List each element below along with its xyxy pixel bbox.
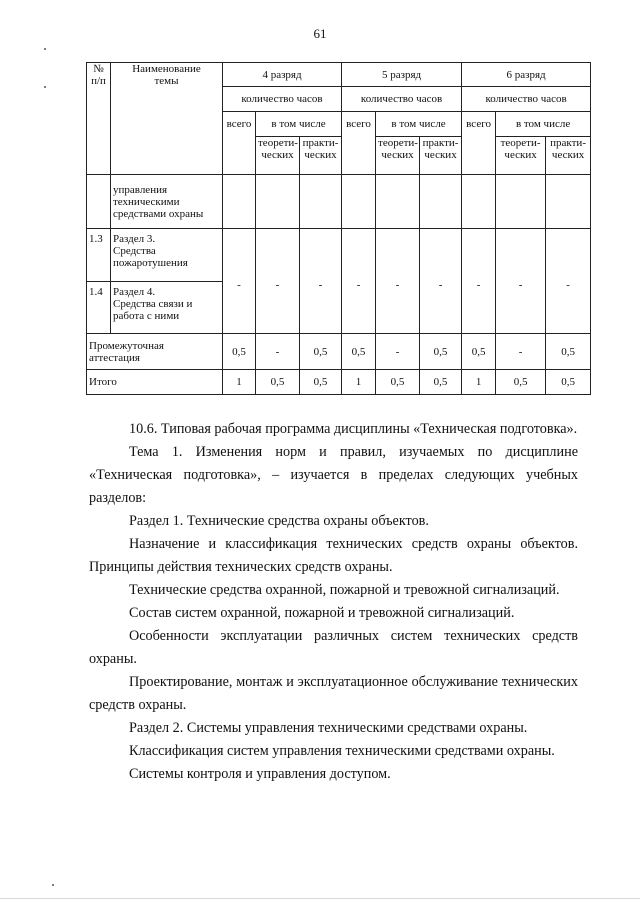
cell	[462, 175, 496, 229]
row-num: 1.3	[87, 229, 111, 282]
scan-speck	[44, 86, 46, 88]
header-theory: теорети- ческих	[256, 137, 300, 175]
cell: -	[496, 334, 546, 370]
row-name: Раздел 3. Средства пожаротушения	[111, 229, 223, 282]
header-hours: количество часов	[342, 87, 462, 112]
cell	[420, 175, 462, 229]
cell-dash: -	[256, 229, 300, 334]
cell-dash: -	[462, 229, 496, 334]
header-name: Наименование темы	[111, 63, 223, 175]
header-group-4: 4 разряд	[223, 63, 342, 87]
paragraph: Тема 1. Изменения норм и правил, изучаемых по дисциплине «Техническая подготовка», – изучается в пределах следующих учебных разделов:	[89, 444, 578, 506]
paragraph: Проектирование, монтаж и эксплуатационное обслуживание технических средств охраны.	[89, 674, 578, 713]
cell	[546, 175, 591, 229]
table-row	[87, 370, 591, 395]
row-name: Промежуточная аттестация	[87, 334, 223, 370]
cell	[223, 175, 256, 229]
paragraph: Раздел 2. Системы управления техническими средствами охраны.	[129, 720, 528, 736]
cell	[342, 175, 376, 229]
cell: 0,5	[300, 334, 342, 370]
header-hours: количество часов	[462, 87, 591, 112]
cell	[496, 175, 546, 229]
cell: 0,5	[376, 370, 420, 395]
header-theory: теорети- ческих	[376, 137, 420, 175]
cell: 0,5	[223, 334, 256, 370]
cell: 0,5	[496, 370, 546, 395]
cell: 0,5	[256, 370, 300, 395]
hours-table	[86, 62, 591, 395]
cell: 1	[223, 370, 256, 395]
header-incl: в том числе	[376, 112, 462, 137]
cell: 0,5	[462, 334, 496, 370]
cell-dash: -	[223, 229, 256, 334]
header-group-5: 5 разряд	[342, 63, 462, 87]
header-theory: теорети- ческих	[496, 137, 546, 175]
cell	[376, 175, 420, 229]
cell-dash: -	[420, 229, 462, 334]
cell-dash: -	[376, 229, 420, 334]
cell-dash: -	[496, 229, 546, 334]
header-total: всего	[223, 112, 256, 175]
header-practice: практи- ческих	[420, 137, 462, 175]
row-name: Итого	[87, 370, 223, 395]
row-num	[87, 175, 111, 229]
page-number: 61	[313, 26, 327, 41]
scan-speck	[44, 48, 46, 50]
header-hours: количество часов	[223, 87, 342, 112]
page-edge-line	[0, 898, 640, 899]
header-total: всего	[342, 112, 376, 175]
paragraph: 10.6. Типовая рабочая программа дисциплины «Техническая подготовка».	[129, 421, 578, 437]
table-row	[87, 334, 591, 370]
paragraph: Особенности эксплуатации различных систем технических средств охраны.	[89, 628, 578, 667]
row-name: Раздел 4. Средства связи и работа с ними	[111, 282, 223, 334]
paragraph: Системы контроля и управления доступом.	[129, 766, 391, 782]
paragraph: Назначение и классификация технических средств охраны объектов. Принципы действия технических средств охраны.	[89, 536, 578, 575]
cell: 0,5	[300, 370, 342, 395]
cell: 0,5	[420, 334, 462, 370]
scan-speck	[52, 884, 54, 886]
body-text	[89, 418, 578, 786]
paragraph: Классификация систем управления техническими средствами охраны.	[129, 743, 555, 759]
header-practice: практи- ческих	[300, 137, 342, 175]
cell	[300, 175, 342, 229]
cell: -	[256, 334, 300, 370]
cell: 0,5	[546, 334, 591, 370]
cell	[256, 175, 300, 229]
cell: 1	[462, 370, 496, 395]
cell: 0,5	[420, 370, 462, 395]
row-name: управления техническими средствами охраны	[111, 175, 223, 229]
header-num: № п/п	[87, 63, 111, 175]
row-num: 1.4	[87, 282, 111, 334]
cell: 0,5	[546, 370, 591, 395]
paragraph: Технические средства охранной, пожарной и тревожной сигнализаций.	[129, 582, 560, 598]
table-row	[87, 175, 591, 229]
cell-dash: -	[342, 229, 376, 334]
table-row	[87, 229, 591, 282]
paragraph: Состав систем охранной, пожарной и тревожной сигнализаций.	[129, 605, 515, 621]
header-group-6: 6 разряд	[462, 63, 591, 87]
header-total: всего	[462, 112, 496, 175]
header-incl: в том числе	[496, 112, 591, 137]
cell-dash: -	[546, 229, 591, 334]
cell-dash: -	[300, 229, 342, 334]
header-incl: в том числе	[256, 112, 342, 137]
cell: 0,5	[342, 334, 376, 370]
header-practice: практи- ческих	[546, 137, 591, 175]
cell: 1	[342, 370, 376, 395]
cell: -	[376, 334, 420, 370]
paragraph: Раздел 1. Технические средства охраны объектов.	[129, 513, 429, 529]
